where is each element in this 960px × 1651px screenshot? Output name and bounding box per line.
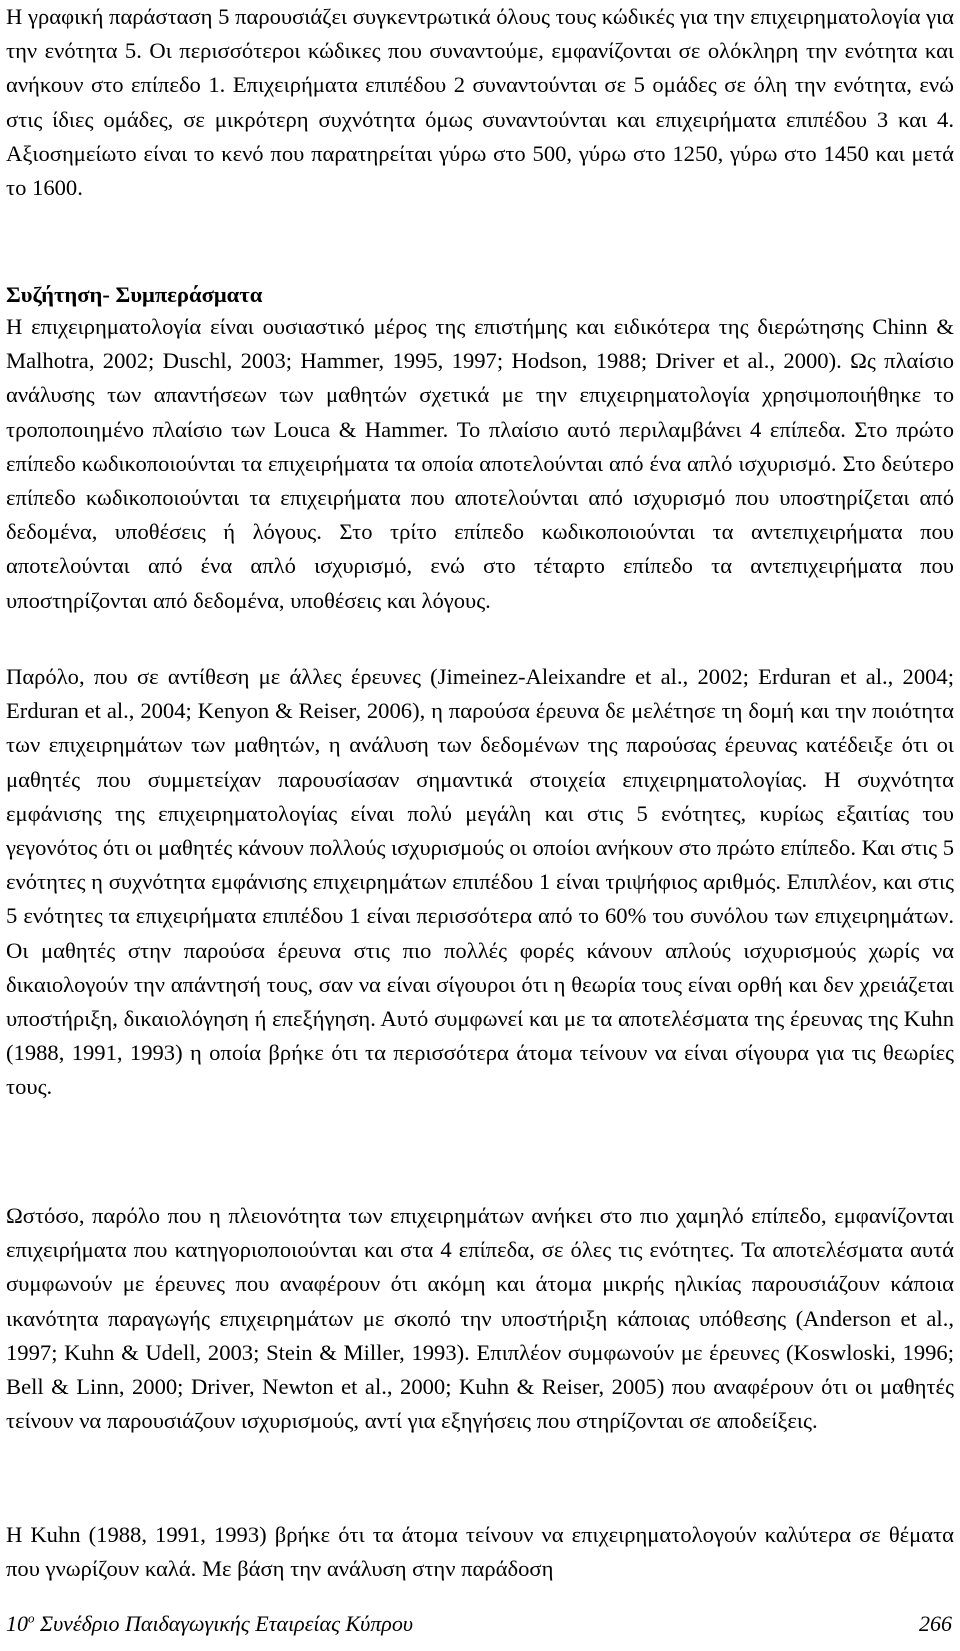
paragraph-graph-description: Η γραφική παράσταση 5 παρουσιάζει συγκεντρωτικά όλους τους κώδικές για την επιχειρηματολογία για την ενότητα 5. Οι περισσότεροι κώδικες που συναντούμε, εμφανίζονται σε ολόκληρη την ενότητα και ανήκουν στο επίπεδο 1. Επιχειρήματα επιπέδου 2 συναντούνται σε 5 ομάδες σε όλη την ενότητα, ενώ στις ίδιες ομάδες, σε μικρότερη συχνότητα όμως συναντούνται και επιχειρήματα επιπέδου 3 και 4. Αξιοσημείωτο είναι το κενό που παρατηρείται γύρω στο 500, γύρω στο 1250, γύρω στο 1450 και μετά το 1600.: [6, 4, 954, 201]
footer-ordinal: ο: [28, 1610, 35, 1626]
paragraph-findings: Παρόλο, που σε αντίθεση με άλλες έρευνες (Jimeinez-Aleixandre et al., 2002; Erduran et al., 2004; Erduran et al., 2004; Kenyon & Reiser, 2006), η παρούσα έρευνα δε μελέτησε τη δομή και την ποιότητα των επιχειρημάτων των μαθητών, η ανάλυση των δεδομένων της παρούσας έρευνας κατέδειξε ότι οι μαθητές που συμμετείχαν παρουσίασαν σημαντικά στοιχεία επιχειρηματολογίας. Η συχνότητα εμφάνισης της επιχειρηματολογίας είναι πολύ μεγάλη και στις 5 ενότητες, κυρίως εξαιτίας του γεγονότος ότι οι μαθητές κάνουν πολλούς ισχυρισμούς οι οποίοι ανήκουν στο πρώτο επίπεδο. Και στις 5 ενότητες η συχνότητα εμφάνισης επιχειρημάτων επιπέδου 1 είναι τριψήφιος αριθμός. Επιπλέον, και στις 5 ενότητες τα επιχειρήματα επιπέδου 1 είναι περισσότερα από το 60% του συνόλου των επιχειρημάτων. Οι μαθητές στην παρούσα έρευνα στις πιο πολλές φορές κάνουν απλούς ισχυρισμούς χωρίς να δικαιολογούν την απάντησή τους, σαν να είναι σίγουροι ότι η θεωρία τους είναι ορθή και δεν χρειάζεται υποστήριξη, δικαιολόγηση ή επεξήγηση. Αυτό συμφωνεί και με τα αποτελέσματα της έρευνας της Kuhn (1988, 1991, 1993) η οποία βρήκε ότι τα περισσότερα άτομα τείνουν να είναι σίγουρα για τις θεωρίες τους.: [6, 664, 954, 1100]
footer-number: 10: [6, 1611, 28, 1636]
page-number: 266: [919, 1611, 952, 1636]
paragraph-discussion-framework: Η επιχειρηματολογία είναι ουσιαστικό μέρος της επιστήμης και ειδικότερα της διερώτησης Chinn & Malhotra, 2002; Duschl, 2003; Hammer, 1995, 1997; Hodson, 1988; Driver et al., 2000). Ως πλαίσιο ανάλυσης των απαντήσεων των μαθητών σχετικά με την επιχειρηματολογία χρησιμοποιήθηκε το τροποποιημένο πλαίσιο των Louca & Hammer. Το πλαίσιο αυτό περιλαμβάνει 4 επίπεδα. Στο πρώτο επίπεδο κωδικοποιούνται τα επιχειρήματα τα οποία αποτελούνται από ένα απλό ισχυρισμό. Στο δεύτερο επίπεδο κωδικοποιούνται τα επιχειρήματα που αποτελούνται από ισχυρισμό που υποστηρίζεται από δεδομένα, υποθέσεις ή λόγους. Στο τρίτο επίπεδο κωδικοποιούνται τα αντεπιχειρήματα που αποτελούνται από ένα απλό ισχυρισμό, ενώ στο τέταρτο επίπεδο τα αντεπιχειρήματα που υποστηρίζονται από δεδομένα, υποθέσεις και λόγους.: [6, 314, 954, 613]
footer-conference: [6, 1609, 413, 1639]
footer-title: Συνέδριο Παιδαγωγικής Εταιρείας Κύπρου: [34, 1611, 413, 1636]
paragraph-kuhn: Η Kuhn (1988, 1991, 1993) βρήκε ότι τα άτομα τείνουν να επιχειρηματολογούν καλύτερα σε θέματα που γνωρίζουν καλά. Με βάση την ανάλυση στην παράδοση: [6, 1522, 954, 1582]
section-heading: Συζήτηση- Συμπεράσματα: [6, 282, 263, 307]
paragraph-levels: Ωστόσο, παρόλο που η πλειονότητα των επιχειρημάτων ανήκει στο πιο χαμηλό επίπεδο, εμφανίζονται επιχειρήματα που κατηγοριοποιούνται και στα 4 επίπεδα, σε όλες τις ενότητες. Τα αποτελέσματα αυτά συμφωνούν με έρευνες που αναφέρουν ότι ακόμη και άτομα μικρής ηλικίας παρουσιάζουν κάποια ικανότητα παραγωγής επιχειρημάτων με σκοπό την υποστήριξη κάποιας υπόθεσης (Anderson et al., 1997; Kuhn & Udell, 2003; Stein & Miller, 1993). Επιπλέον συμφωνούν με έρευνες (Koswloski, 1996; Bell & Linn, 2000; Driver, Newton et al., 2000; Kuhn & Reiser, 2005) που αναφέρουν ότι οι μαθητές τείνουν να παρουσιάζουν ισχυρισμούς, αντί για εξηγήσεις που στηρίζονται σε αποδείξεις.: [6, 1203, 954, 1434]
